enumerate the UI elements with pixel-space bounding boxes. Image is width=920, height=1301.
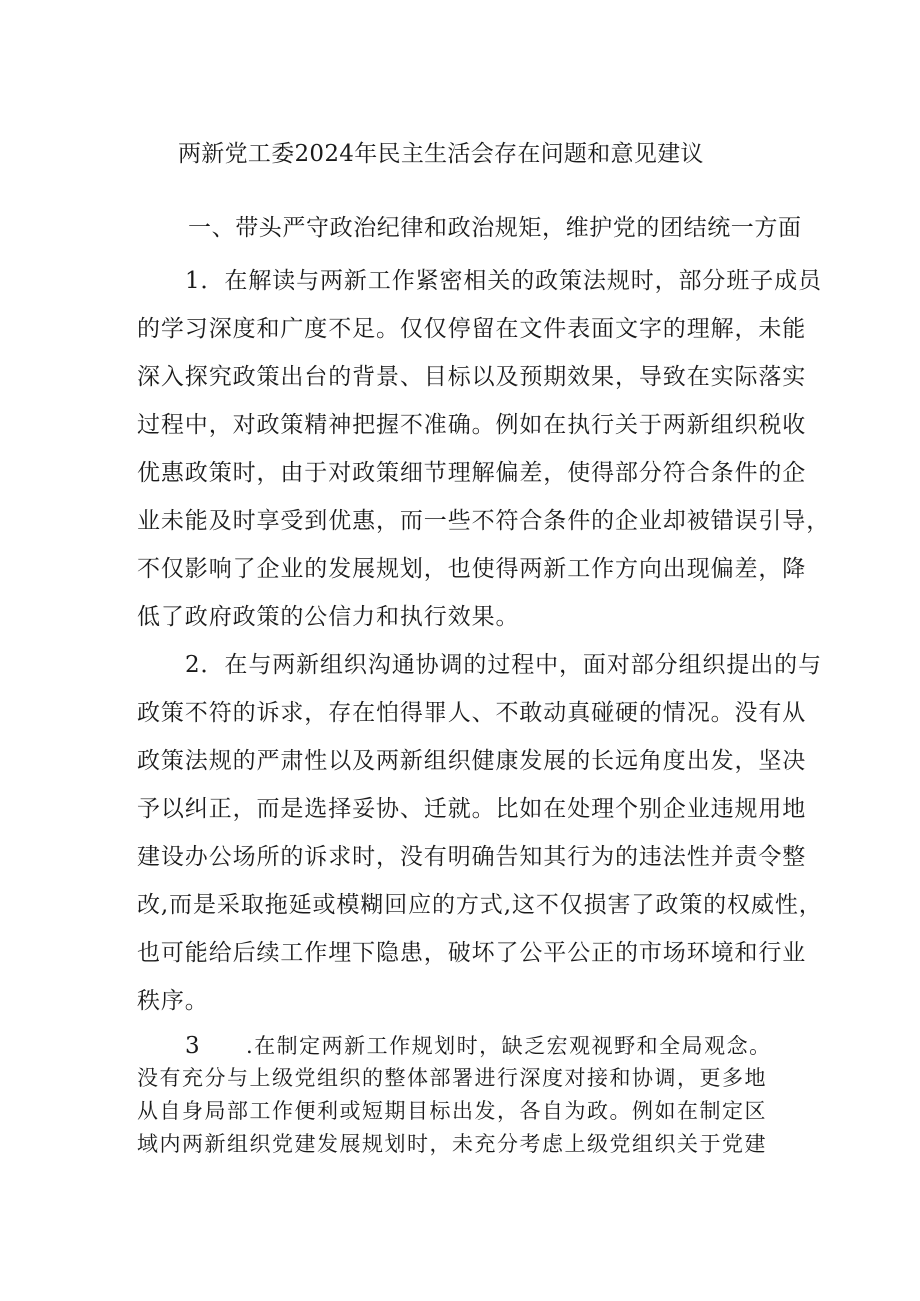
- paragraph-2-line: 政策法规的严肃性以及两新组织健康发展的长远角度出发，坚决: [137, 748, 807, 774]
- paragraph-1-line: 深入探究政策出台的背景、目标以及预期效果，导致在实际落实: [137, 364, 807, 390]
- paragraph-3-line: 没有充分与上级党组织的整体部署进行深度对接和协调，更多地: [137, 1066, 767, 1090]
- document-title: 两新党工委2024年民主生活会存在问题和意见建议: [178, 141, 704, 167]
- paragraph-1-line: 不仅影响了企业的发展规划，也使得两新工作方向出现偏差，降: [137, 556, 807, 582]
- paragraph-1-line: 低了政府政策的公信力和执行效果。: [137, 604, 520, 630]
- paragraph-1-line: 过程中，对政策精神把握不准确。例如在执行关于两新组织税收: [137, 412, 807, 438]
- paragraph-2-line: 2．在与两新组织沟通协调的过程中，面对部分组织提出的与: [185, 652, 822, 678]
- paragraph-2-line: 建设办公场所的诉求时，没有明确告知其行为的违法性并责令整: [137, 844, 807, 870]
- paragraph-2-line: 予以纠正，而是选择妥协、迁就。比如在处理个别企业违规用地: [137, 796, 807, 822]
- paragraph-2-line: 改,而是采取拖延或模糊回应的方式,这不仅损害了政策的权威性，: [137, 892, 823, 918]
- paragraph-1-line: 优惠政策时，由于对政策细节理解偏差，使得部分符合条件的企: [137, 460, 807, 486]
- paragraph-3-line: 从自身局部工作便利或短期目标出发，各自为政。例如在制定区: [137, 1099, 767, 1123]
- paragraph-3-line: 域内两新组织党建发展规划时，未充分考虑上级党组织关于党建: [137, 1132, 767, 1156]
- paragraph-1-line: 业未能及时享受到优惠，而一些不符合条件的企业却被错误引导，: [137, 508, 831, 534]
- paragraph-1-line: 1．在解读与两新工作紧密相关的政策法规时，部分班子成员: [185, 268, 822, 294]
- paragraph-1-line: 的学习深度和广度不足。仅仅停留在文件表面文字的理解，未能: [137, 316, 807, 342]
- section-heading: 一、带头严守政治纪律和政治规矩，维护党的团结统一方面: [188, 215, 802, 241]
- paragraph-3-first-line: .在制定两新工作规划时，缺乏宏观视野和全局观念。: [246, 1034, 772, 1058]
- paragraph-2-line: 也可能给后续工作埋下隐患，破坏了公平公正的市场环境和行业: [137, 940, 807, 966]
- paragraph-2-line: 秩序。: [137, 988, 209, 1014]
- paragraph-3-number: 3: [185, 1033, 200, 1059]
- paragraph-2-line: 政策不符的诉求，存在怕得罪人、不敢动真碰硬的情况。没有从: [137, 700, 807, 726]
